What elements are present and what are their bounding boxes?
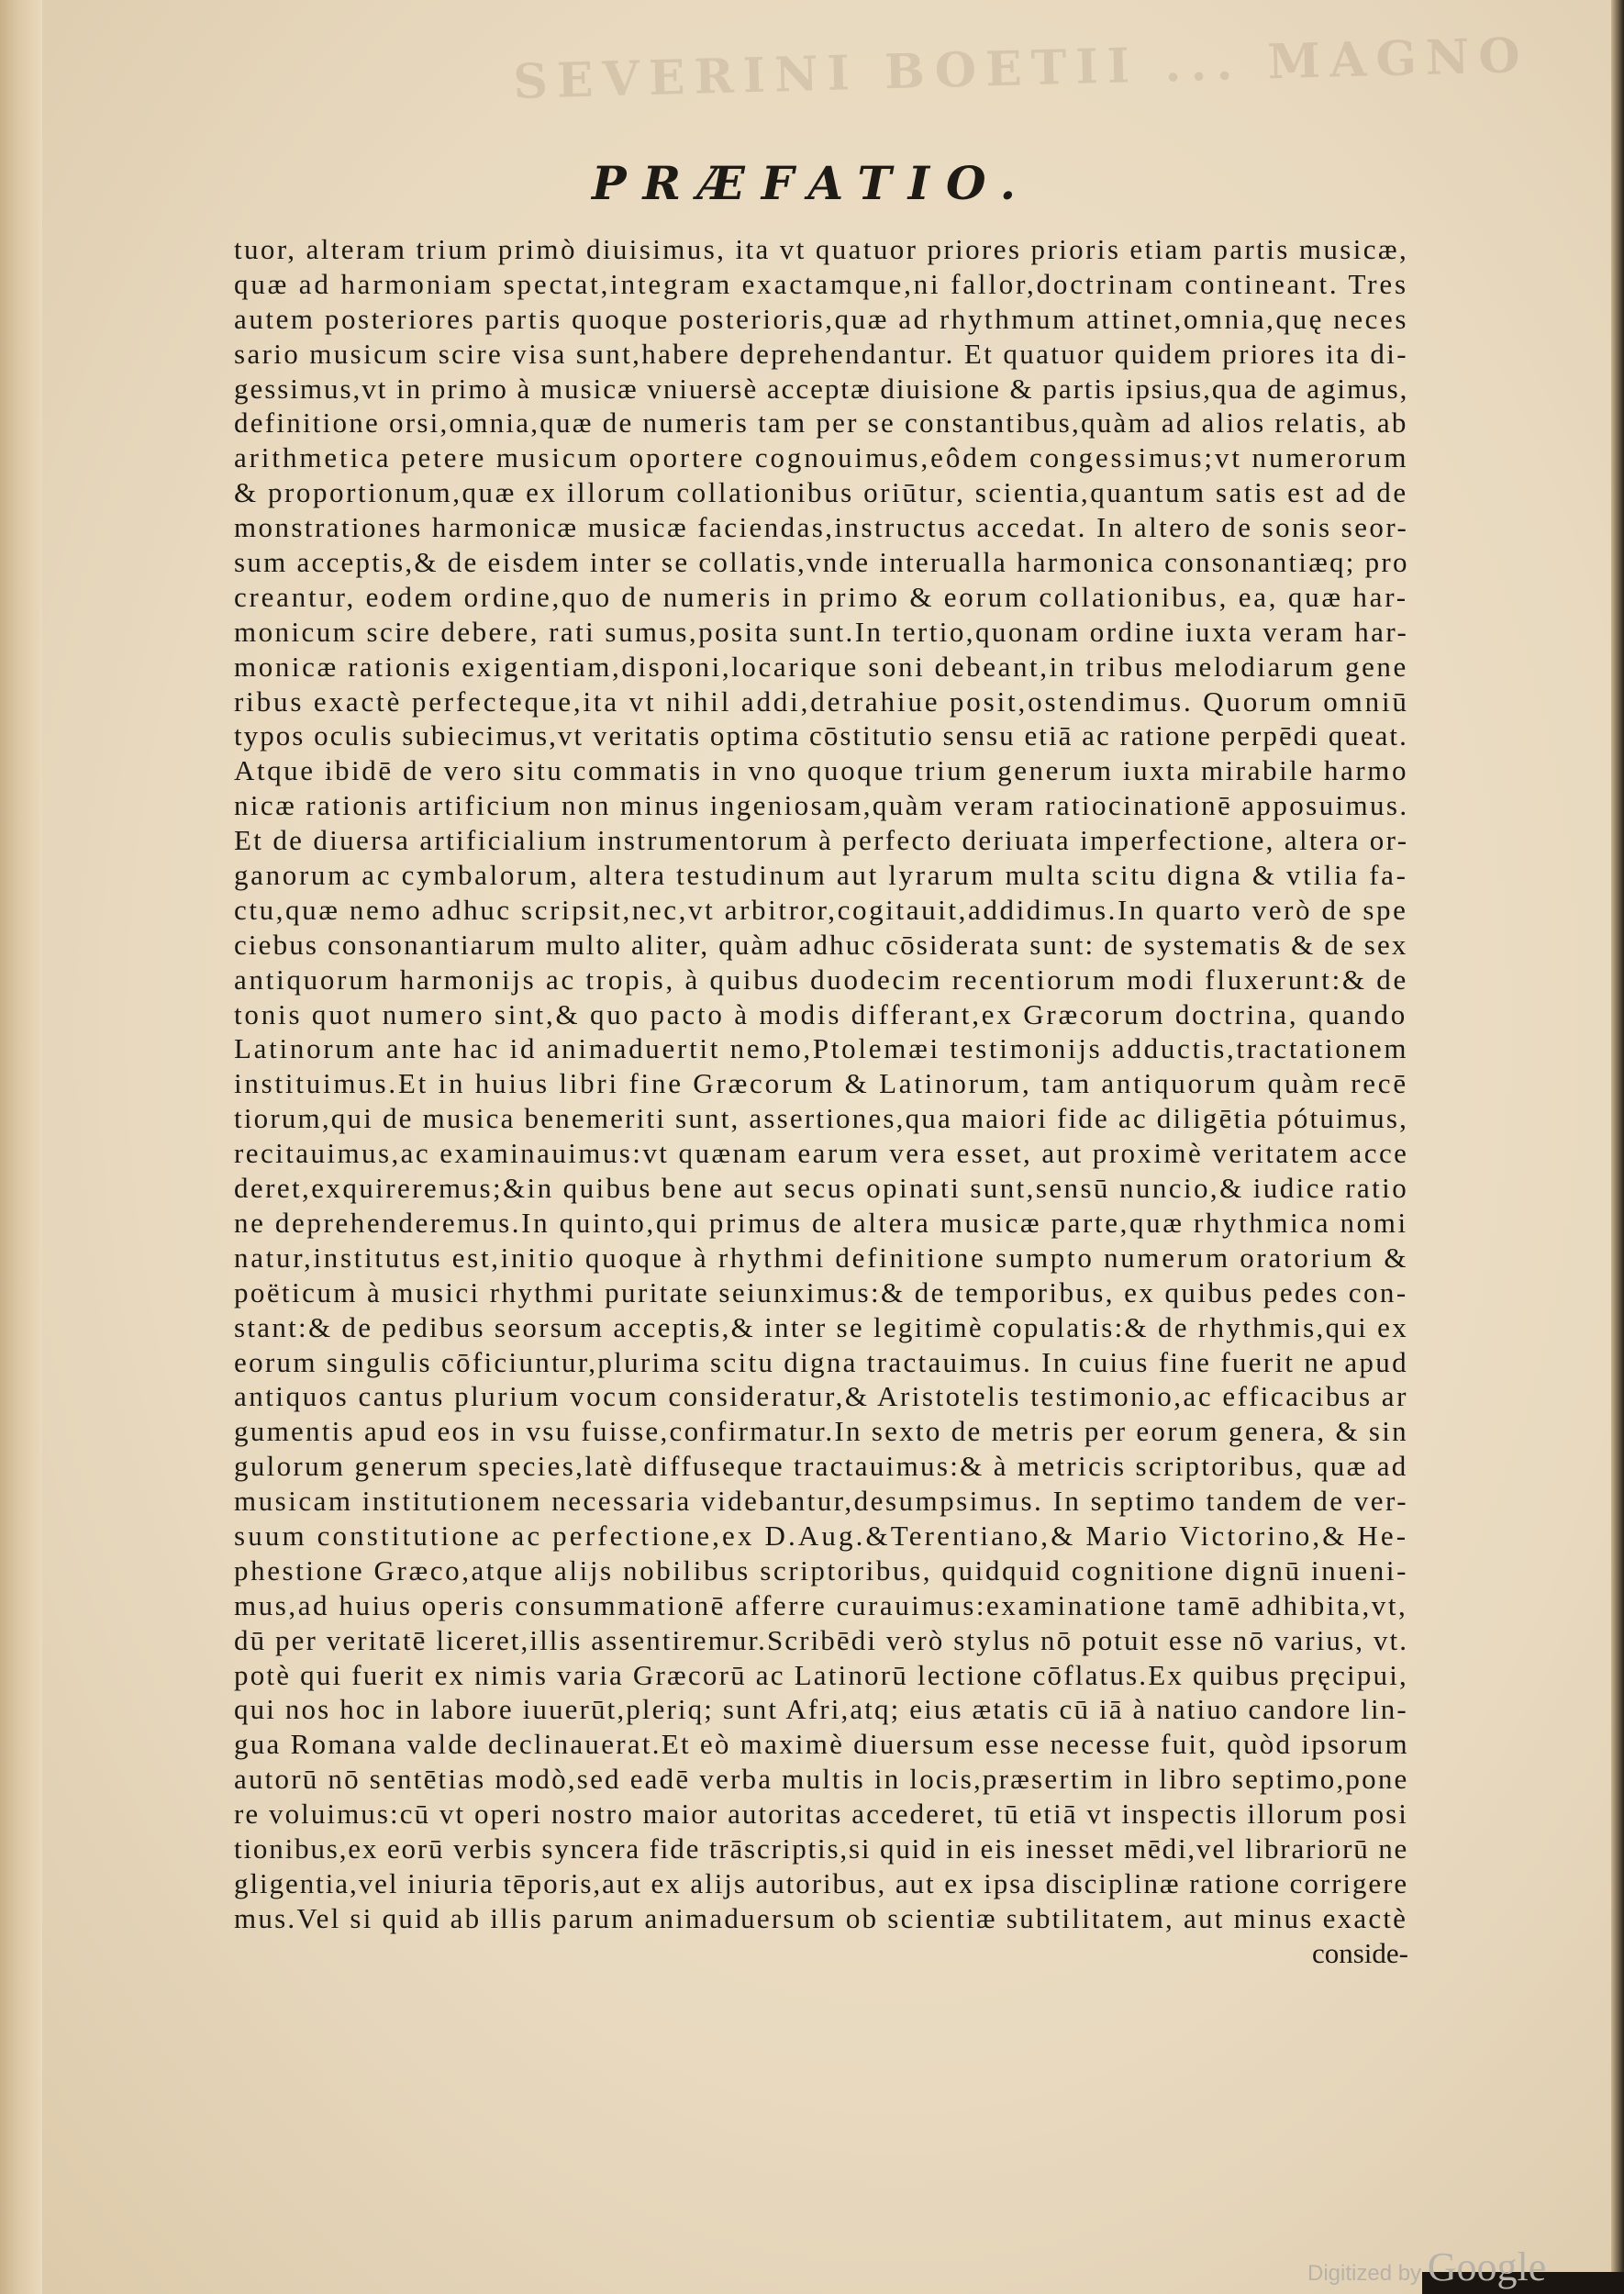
text-line: antiquorum harmonijs ac tropis, à quibus duodecim recentiorum modi fluxerunt:& de — [234, 963, 1409, 996]
text-line: tionibus,ex eorū verbis syncera fide trāscriptis,si quid in eis inesset mēdi,vel librariorū ne — [234, 1832, 1409, 1865]
text-line: Latinorum ante hac id animaduertit nemo,Ptolemæi testimonijs adductis,tractationem — [234, 1032, 1409, 1065]
text-line: monstrationes harmonicæ musicæ faciendas,instructus accedat. In altero de sonis seor- — [234, 511, 1409, 544]
text-line: monicæ rationis exigentiam,disponi,locarique soni debeant,in tribus melodiarum gene — [234, 650, 1408, 683]
text-line: deret,exquireremus;&in quibus bene aut secus opinati sunt,sensū nuncio,& iudice ratio — [234, 1172, 1409, 1205]
text-line: ne deprehenderemus.In quinto,qui primus de altera musicæ parte,quæ rhythmica nomi — [234, 1206, 1408, 1239]
text-line: autem posteriores partis quoque posterioris,quæ ad rhythmum attinet,omnia,quę neces — [234, 302, 1408, 335]
text-line: arithmetica petere musicum oportere cognouimus,eôdem congessimus;vt numerorum — [234, 441, 1409, 474]
text-line: tiorum,qui de musica benemeriti sunt, assertiones,qua maiori fide ac diligētia pótuimus, — [234, 1102, 1409, 1135]
text-line: ganorum ac cymbalorum, altera testudinum aut lyrarum multa scitu digna & vtilia fa- — [234, 859, 1408, 892]
text-line: re voluimus:cū vt operi nostro maior autoritas accederet, tū etiā vt inspectis illorum posi — [234, 1798, 1408, 1831]
digitized-watermark — [1307, 2244, 1546, 2290]
text-line: definitione orsi,omnia,quæ de numeris tam per se constantibus,quàm ad alios relatis, ab — [234, 406, 1408, 440]
page-gutter-edge — [0, 0, 42, 2294]
text-line: musicam institutionem necessaria videbantur,desumpsimus. In septimo tandem de ver- — [234, 1485, 1409, 1518]
text-line: sario musicum scire visa sunt,habere deprehendantur. Et quatuor quidem priores ita di- — [234, 337, 1408, 370]
text-line: natur,institutus est,initio quoque à rhythmi definitione sumpto numerum oratorium & — [234, 1241, 1409, 1274]
text-line: sum acceptis,& de eisdem inter se collatis,vnde interualla harmonica consonantiæq; pro — [234, 546, 1409, 579]
text-line: tonis quot numero sint,& quo pacto à modis differant,ex Græcorum doctrina, quando — [234, 997, 1408, 1030]
text-line: quæ ad harmoniam spectat,integram exactamque,ni fallor,doctrinam contineant. Tres — [234, 267, 1408, 300]
text-line: recitauimus,ac examinauimus:vt quænam earum vera esset, aut proximè veritatem acce — [234, 1137, 1409, 1170]
text-line: mus,ad huius operis consummationē afferre curauimus:examinatione tamē adhibita,vt, — [234, 1588, 1408, 1621]
catchword: conside- — [1311, 1936, 1408, 1969]
text-line: ctu,quæ nemo adhuc scripsit,nec,vt arbitror,cogitauit,addidimus.In quarto verò de spe — [234, 893, 1408, 926]
text-line: stant:& de pedibus seorsum acceptis,& inter se legitimè copulatis:& de rhythmis,qui ex — [234, 1310, 1408, 1343]
text-line: ciebus consonantiarum multo aliter, quàm adhuc cōsiderata sunt: de systematis & de sex — [234, 928, 1408, 961]
text-line: phestione Græco,atque alijs nobilibus scriptoribus, quidquid cognitione dignū inueni- — [234, 1553, 1409, 1587]
page-right-edge — [1611, 0, 1624, 2294]
text-line: autorū nō sentētias modò,sed eadē verba multis in locis,præsertim in libro septimo,pone — [234, 1763, 1409, 1796]
text-line: gulorum generum species,latè diffuseque tractauimus:& à metricis scriptoribus, quæ ad — [234, 1450, 1408, 1483]
text-line: suum constitutione ac perfectione,ex D.Aug.&Terentiano,& Mario Victorino,& He- — [234, 1519, 1409, 1552]
text-line: dū per veritatē liceret,illis assentiremur.Scribēdi verò stylus nō potuit esse nō varius, vt. — [234, 1623, 1409, 1656]
text-line: instituimus.Et in huius libri fine Græcorum & Latinorum, tam antiquorum quàm recē — [234, 1067, 1408, 1100]
body-text — [234, 232, 1408, 1971]
text-line: gumentis apud eos in vsu fuisse,confirmatur.In sexto de metris per eorum genera, & sin — [234, 1415, 1408, 1448]
text-line: Atque ibidē de vero situ commatis in vno quoque trium generum iuxta mirabile harmo — [234, 754, 1409, 787]
running-head: PRÆFATIO. — [591, 156, 1033, 210]
watermark-prefix: Digitized by — [1307, 2261, 1422, 2286]
watermark-brand: Google — [1427, 2244, 1547, 2289]
text-line: tuor, alteram trium primò diuisimus, ita vt quatuor priores prioris etiam partis musicæ, — [234, 233, 1409, 265]
text-line: eorum singulis cōficiuntur,plurima scitu digna tractauimus. In cuius fine fuerit ne apud — [234, 1345, 1408, 1378]
text-line: gua Romana valde declinauerat.Et eò maximè diuersum esse necesse fuit, quòd ipsorum — [234, 1728, 1409, 1761]
text-line: creantur, eodem ordine,quo de numeris in primo & eorum collationibus, ea, quæ har- — [234, 580, 1408, 613]
bleed-through-heading: SEVERINI BOETII ... MAGNO — [512, 27, 1530, 110]
text-line: mus.Vel si quid ab illis parum animaduersum ob scientiæ subtilitatem, aut minus exactè — [234, 1901, 1408, 1934]
text-line: & proportionum,quæ ex illorum collationibus oriūtur, scientia,quantum satis est ad de — [234, 476, 1408, 509]
text-line: potè qui fuerit ex nimis varia Græcorū ac Latinorū lectione cōflatus.Ex quibus pręcipui, — [234, 1658, 1408, 1691]
text-line: poëticum à musici rhythmi puritate seiunximus:& de temporibus, ex quibus pedes con- — [234, 1275, 1408, 1308]
text-line: gessimus,vt in primo à musicæ vniuersè acceptæ diuisione & partis ipsius,qua de agimus, — [234, 372, 1409, 405]
text-line: gligentia,vel iniuria tēporis,aut ex alijs autoribus, aut ex ipsa disciplinæ ratione corrigere — [234, 1866, 1409, 1899]
text-line: antiquos cantus plurium vocum consideratur,& Aristotelis testimonio,ac efficacibus ar — [234, 1380, 1408, 1413]
text-line: qui nos hoc in labore iuuerūt,pleriq; sunt Afri,atq; eius ætatis cū iā à natiuo candore lin- — [234, 1693, 1408, 1726]
text-line: nicæ rationis artificium non minus ingeniosam,quàm veram ratiocinationē apposuimus. — [234, 789, 1409, 822]
text-line: monicum scire debere, rati sumus,posita sunt.In tertio,quonam ordine iuxta veram har- — [234, 615, 1409, 648]
text-line: ribus exactè perfecteque,ita vt nihil addi,detrahiue posit,ostendimus. Quorum omniū — [234, 685, 1409, 718]
text-line: typos oculis subiecimus,vt veritatis optima cōstitutio sensu etiā ac ratione perpēdi queat. — [234, 719, 1408, 752]
text-line: Et de diuersa artificialium instrumentorum à perfecto deriuata imperfectione, altera or- — [234, 824, 1409, 857]
